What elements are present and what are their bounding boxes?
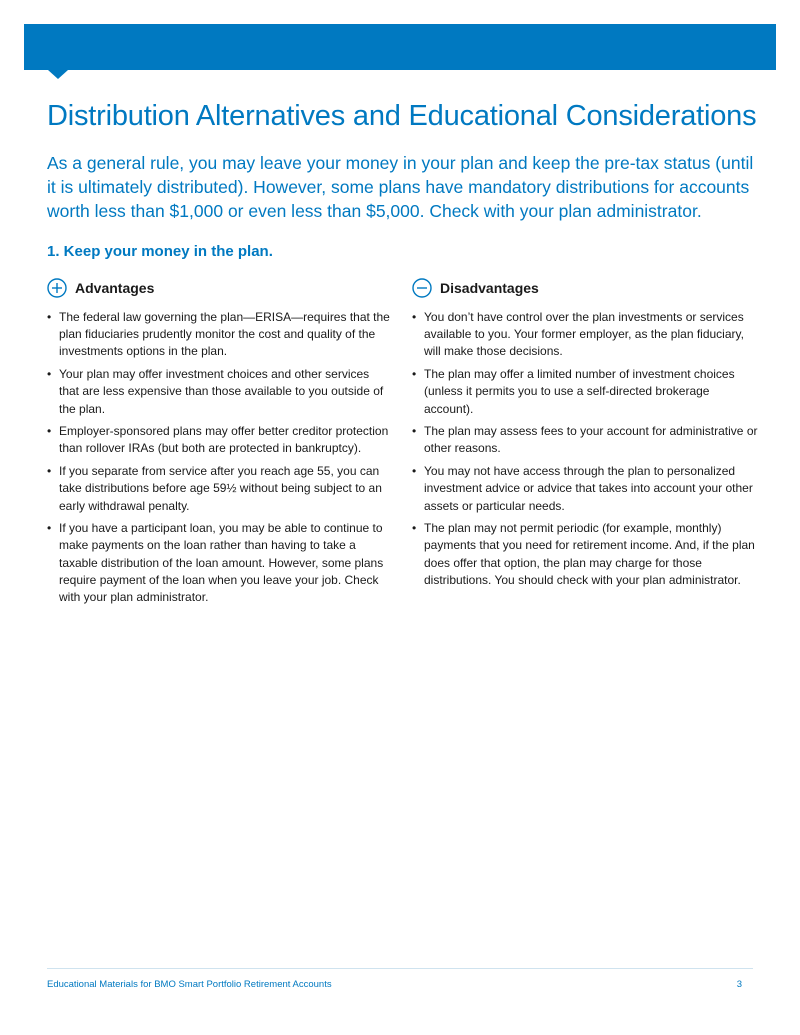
page-title: Distribution Alternatives and Educational Considerations <box>47 100 757 132</box>
list-item: • If you have a participant loan, you may be able to continue to make payments on the loan rather than having to take a taxable distribution of the loan amount. However, some plans require payment of the loan when you leave your job. Check with your plan administrator. <box>47 521 384 605</box>
plus-circle-icon <box>47 278 67 298</box>
section-heading: 1. Keep your money in the plan. <box>47 243 273 260</box>
header-notch <box>48 70 68 79</box>
page-number: 3 <box>736 979 742 990</box>
intro-paragraph: As a general rule, you may leave your money in your plan and keep the pre-tax status (until it is ultimately distributed). However, some plans have mandatory distributions for accounts worth less than $1,000 or even less than $5,000. Check with your plan administrator. <box>47 153 754 221</box>
footer-divider <box>47 968 753 969</box>
footer-text: Educational Materials for BMO Smart Portfolio Retirement Accounts <box>47 979 332 990</box>
disadvantages-list <box>412 309 762 589</box>
minus-circle-icon <box>412 278 432 298</box>
list-item: • The plan may offer a limited number of investment choices (unless it permits you to use a self-directed brokerage account). <box>412 367 735 416</box>
header-bar <box>24 24 776 70</box>
disadvantages-label: Disadvantages <box>440 280 539 296</box>
list-item: • Your plan may offer investment choices and other services that are less expensive than those available to you outside of the plan. <box>47 367 384 416</box>
list-item: • You may not have access through the plan to personalized investment advice or advice that takes into account your other assets or particular needs. <box>412 464 753 513</box>
list-item: • Employer-sponsored plans may offer better creditor protection than rollover IRAs (but both are protected in bankruptcy). <box>47 424 389 456</box>
advantages-list <box>47 309 392 606</box>
list-item: • You don’t have control over the plan investments or services available to you. Your former employer, as the plan fiduciary, will make those decisions. <box>412 310 744 359</box>
advantages-header <box>47 278 392 298</box>
advantages-column <box>47 278 392 612</box>
list-item: • The plan may not permit periodic (for example, monthly) payments that you need for retirement income. And, if the plan does offer that option, the plan may charge for those distributions. You should check with your plan administrator. <box>412 521 755 587</box>
disadvantages-header <box>412 278 762 298</box>
advantages-label: Advantages <box>75 280 155 296</box>
disadvantages-column <box>412 278 762 595</box>
list-item: • The federal law governing the plan—ERISA—requires that the plan fiduciaries prudently monitor the cost and quality of the investments options in the plan. <box>47 310 390 359</box>
list-item: • The plan may assess fees to your account for administrative or other reasons. <box>412 424 758 456</box>
list-item: • If you separate from service after you reach age 55, you can take distributions before age 59½ without being subject to an early withdrawal penalty. <box>47 464 382 513</box>
